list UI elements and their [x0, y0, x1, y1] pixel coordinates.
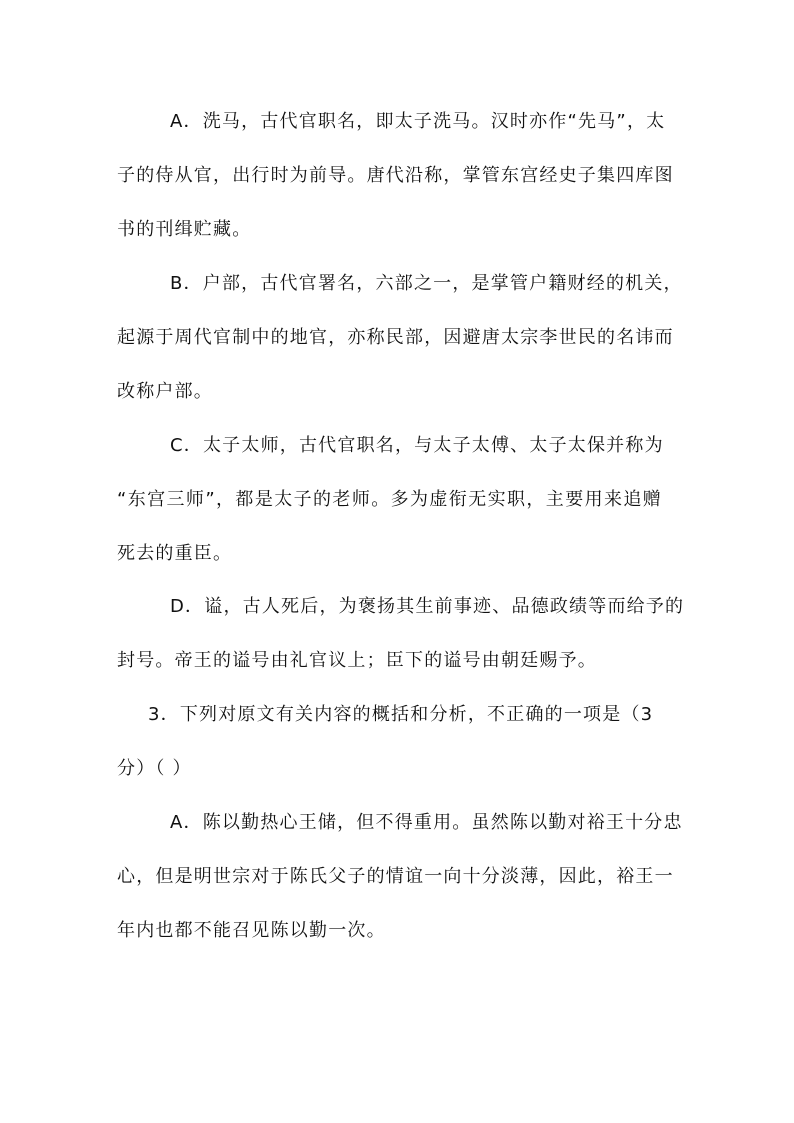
option-a-line-3: 书的刊缉贮藏。 — [117, 219, 252, 240]
q3-option-a-line-3: 年内也都不能召见陈以勤一次。 — [117, 920, 386, 941]
q3-option-a-line-1: A．陈以勤热心王储，但不得重用。虽然陈以勤对裕王十分忠 — [170, 812, 683, 833]
option-d-line-2: 封号。帝王的谥号由礼官议上；臣下的谥号由朝廷赐予。 — [117, 650, 597, 671]
option-b-line-2: 起源于周代官制中的地官，亦称民部，因避唐太宗李世民的名讳而 — [117, 327, 674, 348]
option-b-line-3: 改称户部。 — [117, 381, 213, 402]
question-3-line-1: 3．下列对原文有关内容的概括和分析，不正确的一项是（3 — [148, 704, 654, 725]
q3-option-a-line-2: 心，但是明世宗对于陈氏父子的情谊一向十分淡薄，因此，裕王一 — [117, 866, 674, 887]
option-d-line-1: D．谥，古人死后，为褒扬其生前事迹、品德政绩等而给予的 — [170, 596, 685, 617]
option-a-line-1: A．洗马，古代官职名，即太子洗马。汉时亦作“先马”，太 — [170, 111, 666, 132]
option-c-line-2: “东宫三师”，都是太子的老师。多为虚衔无实职，主要用来追赠 — [117, 489, 662, 510]
option-a-line-2: 子的侍从官，出行时为前导。唐代沿称，掌管东宫经史子集四库图 — [117, 165, 674, 186]
question-3-line-2: 分）（ ） — [117, 758, 192, 779]
option-b-line-1: B．户部，古代官署名，六部之一，是掌管户籍财经的机关， — [170, 273, 683, 294]
option-c-line-1: C．太子太师，古代官职名，与太子太傅、太子太保并称为 — [170, 435, 664, 456]
option-c-line-3: 死去的重臣。 — [117, 543, 233, 564]
